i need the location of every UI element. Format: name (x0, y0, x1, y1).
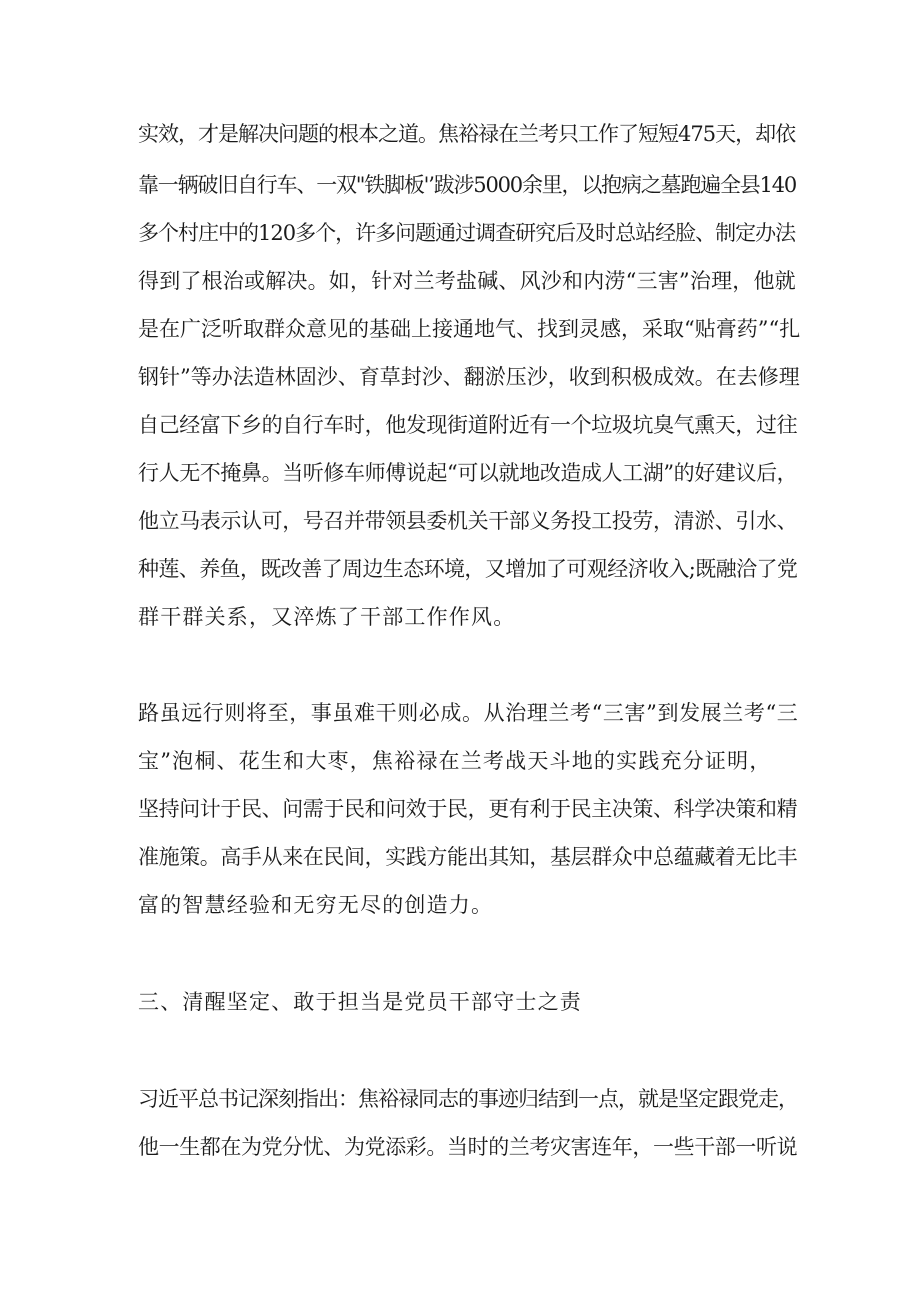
text-line: 自己经富下乡的自行车时，他发现街道附近有一个垃圾坑臭气熏天，过往 (138, 413, 798, 437)
text-line: 实效，才是解决问题的根本之道。焦裕禄在兰考只工作了短短475天，却依 (138, 122, 796, 146)
text-line: 群干群关系，又淬炼了干部工作作风。 (138, 605, 516, 629)
section-heading: 三、清醒坚定、敢于担当是党员干部守士之责 (138, 990, 582, 1014)
text-line: 钢针”等办法造林固沙、育草封沙、翻淤压沙，收到积极成效。在去修理 (138, 365, 800, 389)
text-line: 行人无不掩鼻。当听修车师傅说起“可以就地改造成人工湖”的好建议后， (138, 461, 798, 485)
text-line: 他立马表示认可，号召并带领县委机关干部义务投工投劳，清淤、引水、 (138, 509, 798, 533)
text-line: 得到了根治或解决。如，针对兰考盐碱、风沙和内涝“三害”治理，他就 (138, 269, 796, 293)
text-line: 种莲、养鱼，既改善了周边生态环境，又增加了可观经济收入;既融洽了党 (138, 557, 798, 581)
text-line: 多个村庄中的120多个，许多问题通过调查研究后及时总站经脸、制定办法 (138, 221, 796, 245)
text-line: 富的智慧经验和无穷无尽的创造力。 (138, 893, 494, 917)
text-line: 宝”泡桐、花生和大枣，焦裕禄在兰考战天斗地的实践充分证明， (138, 749, 772, 773)
text-line: 路虽远行则将至，事虽难干则必成。从治理兰考“三害”到发展兰考“三 (138, 701, 799, 725)
text-line: 是在广泛听取群众意见的基础上接通地气、找到灵感，采取“贴膏药”“扎 (138, 317, 801, 341)
text-line: 坚持问计于民、问需于民和问效于民，更有利于民主决策、科学决策和精 (138, 797, 798, 821)
text-line: 习近平总书记深刻指出：焦裕禄同志的事迹归结到一点，就是坚定跟党走， (138, 1087, 798, 1111)
text-line: 他一生都在为党分忧、为党添彩。当时的兰考灾害连年，一些干部一听说 (138, 1135, 798, 1159)
text-line: 靠一辆破旧自行车、一双"铁脚板'’跋涉5000余里，以抱病之墓跑遍全县140 (138, 173, 797, 197)
text-line: 准施策。高手从来在民间，实践方能出其知，基层群众中总蕴藏着无比丰 (138, 845, 798, 869)
